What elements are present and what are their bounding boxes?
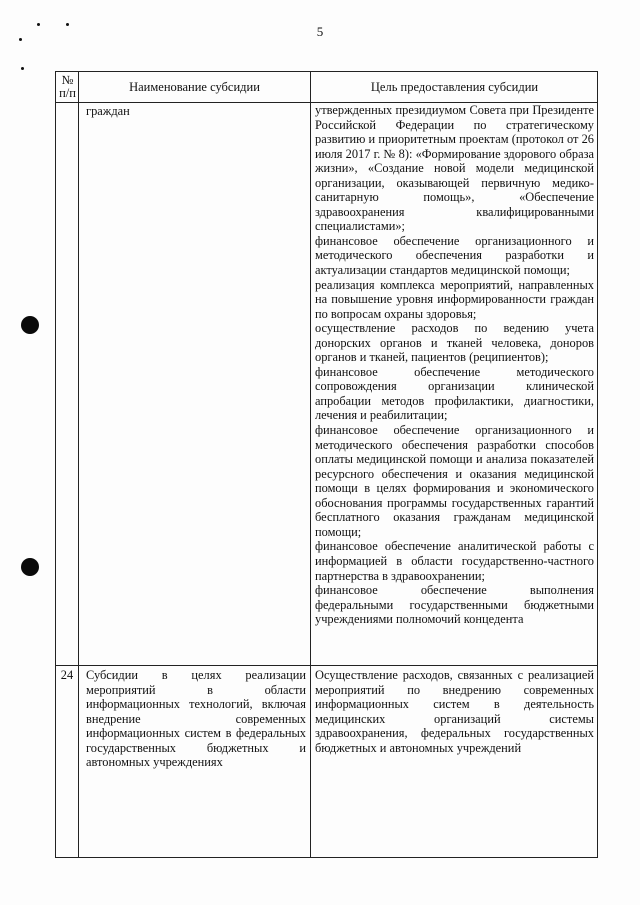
purpose-paragraph: финансовое обеспечение аналитической работы с информацией в области государственно-частного партнерства в здравоохранении; <box>315 539 594 583</box>
purpose-paragraph: реализация комплекса мероприятий, направленных на повышение уровня информированности граждан по вопросам охраны здоровья; <box>315 277 594 321</box>
purpose-paragraph: финансовое обеспечение организационного и методического обеспечения разработки и актуализации стандартов медицинской помощи; <box>315 233 594 278</box>
punch-hole <box>21 558 39 576</box>
scan-mark <box>37 23 40 26</box>
row-divider <box>56 665 597 666</box>
scan-mark <box>19 38 22 41</box>
purpose-paragraph: финансовое обеспечение организационного и методического обеспечения разработки способов оплаты медицинской помощи и анализа показателей ресурсного обеспечения и оказания медицинской помощи в целях формирования и экономического обоснования программы государственных гарантий бесплатного оказания гражданам медицинской помощи; <box>315 423 594 539</box>
row-2-purpose <box>315 668 594 755</box>
purpose-paragraph: Осуществление расходов, связанных с реализацией мероприятий по внедрению современных информационных систем в деятельность медицинских организаций системы здравоохранения, федеральных государственных бюджетных и автономных учреждений <box>315 668 594 755</box>
column-divider <box>78 72 79 857</box>
purpose-paragraph: финансовое обеспечение выполнения федеральными государственными бюджетными учреждениями полномочий концедента <box>315 583 594 627</box>
row-2-subsidy-name: Субсидии в целях реализации мероприятий в области информационных технологий, включая внедрение современных информационных систем в федеральных государственных бюджетных и автономных учреждениях <box>86 668 306 770</box>
column-divider <box>310 72 311 857</box>
row-1-purpose <box>315 103 594 627</box>
scan-mark <box>21 67 24 70</box>
purpose-paragraph: утвержденных президиумом Совета при Президенте Российской Федерации по стратегическому развитию и приоритетным проектам (протокол от 26 июля 2017 г. № 8): «Формирование здорового образа жизни», «Создание новой модели медицинской организации, оказывающей первичную медико-санитарную помощь», «Обеспечение здравоохранения квалифицированными специалистами»; <box>315 103 594 234</box>
row-2-number: 24 <box>60 668 74 682</box>
purpose-paragraph: осуществление расходов по ведению учета донорских органов и тканей человека, доноров органов и тканей, пациентов (реципиентов); <box>315 321 594 365</box>
punch-hole <box>21 316 39 334</box>
header-subsidy-purpose: Цель предоставления субсидии <box>370 79 539 94</box>
page-number: 5 <box>316 24 324 39</box>
header-number: № п/п <box>59 73 76 100</box>
subsidies-table <box>55 71 598 858</box>
row-1-subsidy-name: граждан <box>86 104 130 118</box>
purpose-paragraph: финансовое обеспечение методического сопровождения организации клинической апробации методов профилактики, диагностики, лечения и реабилитации; <box>315 364 594 423</box>
scan-mark <box>66 23 69 26</box>
header-subsidy-name: Наименование субсидии <box>129 79 260 94</box>
